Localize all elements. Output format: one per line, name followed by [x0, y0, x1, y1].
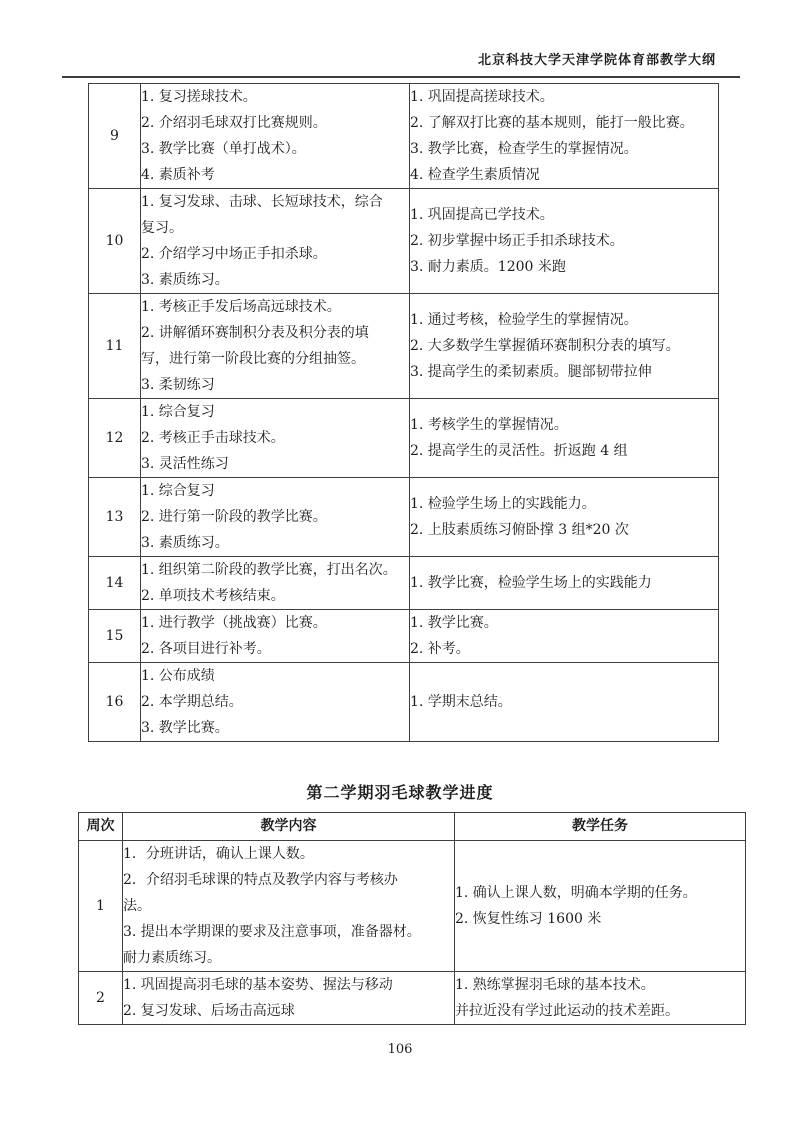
content-line: 3. 灵活性练习	[141, 456, 229, 472]
task-cell	[455, 841, 746, 972]
task-line: 1. 学期末总结。	[410, 694, 512, 710]
section-title: 第二学期羽毛球教学进度	[306, 783, 494, 802]
table-row	[89, 294, 719, 399]
week-number: 13	[89, 478, 141, 557]
content-line: 3. 柔韧练习	[141, 377, 215, 393]
column-header: 周次	[79, 813, 123, 841]
content-line: 1. 组织第二阶段的教学比赛，打出名次。	[141, 562, 397, 578]
week-number: 16	[89, 663, 141, 742]
content-line: 4. 素质补考	[141, 167, 215, 183]
content-line: 3. 素质练习。	[141, 272, 229, 288]
content-line: 2. 单项技术考核结束。	[141, 588, 285, 604]
content-line: 2. 进行第一阶段的教学比赛。	[141, 509, 327, 525]
task-cell	[410, 399, 719, 478]
content-line: 1. 复习发球、击球、长短球技术，综合	[141, 194, 383, 210]
task-cell	[410, 84, 719, 189]
task-line: 2. 大多数学生掌握循环赛制积分表的填写。	[410, 338, 680, 354]
content-line: 3. 教学比赛（单打战术）。	[141, 141, 306, 157]
content-line: 2. 考核正手击球技术。	[141, 430, 285, 446]
content-cell	[123, 972, 455, 1025]
task-line: 1. 考核学生的掌握情况。	[410, 417, 568, 433]
content-line: 2. 本学期总结。	[141, 694, 243, 710]
task-line: 1. 教学比赛，检验学生场上的实践能力	[410, 575, 652, 591]
content-cell	[141, 189, 410, 294]
task-cell	[410, 478, 719, 557]
task-line: 3. 耐力素质。1200 米跑	[410, 259, 566, 275]
week-number: 14	[89, 557, 141, 610]
content-cell	[141, 84, 410, 189]
task-line: 4. 检查学生素质情况	[410, 167, 540, 183]
task-cell	[410, 610, 719, 663]
task-line: 3. 提高学生的柔韧素质。腿部韧带拉伸	[410, 364, 652, 380]
content-line: 耐力素质练习。	[123, 950, 221, 966]
task-line: 2. 上肢素质练习俯卧撑 3 组*20 次	[410, 522, 629, 538]
week-number: 15	[89, 610, 141, 663]
content-line: 2. 介绍学习中场正手扣杀球。	[141, 246, 327, 262]
task-line: 2. 补考。	[410, 641, 470, 657]
content-cell	[141, 610, 410, 663]
task-line: 3. 教学比赛，检查学生的掌握情况。	[410, 141, 638, 157]
week-number: 2	[79, 972, 123, 1025]
content-cell	[123, 841, 455, 972]
content-line: 1. 综合复习	[141, 483, 215, 499]
task-line: 并拉近没有学过此运动的技术差距。	[455, 1003, 679, 1019]
table-row	[89, 663, 719, 742]
content-line: 复习。	[141, 220, 183, 236]
content-line: 法。	[123, 898, 151, 914]
task-line: 2. 提高学生的灵活性。折返跑 4 组	[410, 443, 628, 459]
task-line: 1. 检验学生场上的实践能力。	[410, 496, 596, 512]
header-row	[79, 813, 746, 841]
task-line: 2. 了解双打比赛的基本规则，能打一般比赛。	[410, 115, 694, 131]
content-line: 1. 巩固提高羽毛球的基本姿势、握法与移动	[123, 977, 393, 993]
task-cell	[455, 972, 746, 1025]
task-line: 1. 确认上课人数，明确本学期的任务。	[455, 885, 697, 901]
column-header: 教学任务	[455, 813, 746, 841]
content-line: 3. 教学比赛。	[141, 720, 229, 736]
task-line: 1. 巩固提高已学技术。	[410, 207, 554, 223]
table-row	[89, 557, 719, 610]
task-cell	[410, 189, 719, 294]
content-cell	[141, 663, 410, 742]
table-row	[89, 189, 719, 294]
table-row	[89, 399, 719, 478]
task-line: 1. 通过考核，检验学生的掌握情况。	[410, 312, 638, 328]
header-divider	[62, 76, 740, 78]
week-number: 9	[89, 84, 141, 189]
task-line: 2. 初步掌握中场正手扣杀球技术。	[410, 233, 624, 249]
content-line: 2. 复习发球、后场击高远球	[123, 1003, 295, 1019]
week-number: 12	[89, 399, 141, 478]
table-row	[89, 610, 719, 663]
week-number: 1	[79, 841, 123, 972]
content-line: 2. 各项目进行补考。	[141, 641, 271, 657]
teaching-progress-table-weeks-9-16	[88, 83, 718, 742]
content-cell	[141, 294, 410, 399]
page-number: 106	[387, 1042, 413, 1057]
task-cell	[410, 557, 719, 610]
content-line: 2．介绍羽毛球课的特点及教学内容与考核办	[123, 872, 398, 888]
week-number: 11	[89, 294, 141, 399]
task-line: 2. 恢复性练习 1600 米	[455, 911, 602, 927]
content-line: 2. 介绍羽毛球双打比赛规则。	[141, 115, 327, 131]
table-row	[79, 972, 746, 1025]
content-line: 1. 综合复习	[141, 404, 215, 420]
content-cell	[141, 557, 410, 610]
task-cell	[410, 294, 719, 399]
task-line: 1. 巩固提高搓球技术。	[410, 89, 554, 105]
week-number: 10	[89, 189, 141, 294]
second-semester-table-weeks-1-2	[78, 812, 745, 1025]
content-line: 1. 复习搓球技术。	[141, 89, 257, 105]
table-row	[79, 841, 746, 972]
column-header: 教学内容	[123, 813, 455, 841]
first-semester-progress-continued	[88, 83, 719, 742]
content-line: 2. 讲解循环赛制积分表及积分表的填	[141, 325, 369, 341]
content-line: 3. 素质练习。	[141, 535, 229, 551]
document-header: 北京科技大学天津学院体育部教学大纲	[477, 53, 716, 68]
second-semester-progress	[78, 812, 746, 1025]
content-line: 3. 提出本学期课的要求及注意事项，准备器材。	[123, 924, 421, 940]
content-line: 写，进行第一阶段比赛的分组抽签。	[141, 351, 365, 367]
content-cell	[141, 399, 410, 478]
content-line: 1. 进行教学（挑战赛）比赛。	[141, 615, 327, 631]
task-line: 1. 教学比赛。	[410, 615, 498, 631]
content-line: 1．分班讲话，确认上课人数。	[123, 846, 314, 862]
content-cell	[141, 478, 410, 557]
content-line: 1. 考核正手发后场高远球技术。	[141, 299, 341, 315]
content-line: 1. 公布成绩	[141, 668, 215, 684]
table-row	[89, 84, 719, 189]
task-line: 1. 熟练掌握羽毛球的基本技术。	[455, 977, 655, 993]
table-row	[89, 478, 719, 557]
task-cell	[410, 663, 719, 742]
